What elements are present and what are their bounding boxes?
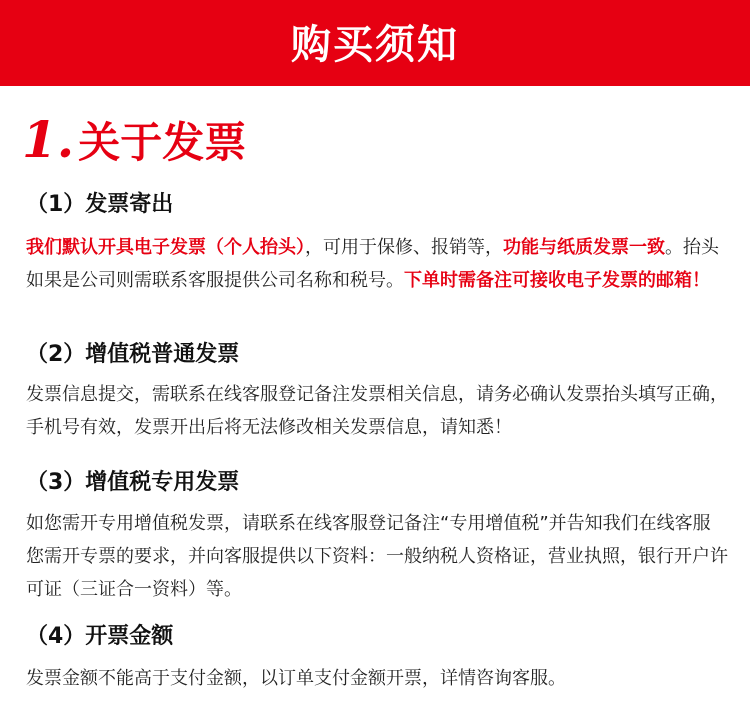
- item-1-segment-2: ，可用于保修、报销等，: [305, 237, 503, 258]
- item-1-segment-5: 下单时需备注可接收电子发票的邮箱！: [404, 270, 710, 291]
- item-3-text: 如您需开专用增值税发票，请联系在线客服登记备注“专用增值税”并告知我们在线客服您需开专票的要求，并向客服提供以下资料：一般纳税人资格证，营业执照，银行开户许可证（三证合一资料）等。: [26, 513, 728, 600]
- item-1-segment-4: 。抬头如果是公司则需联系客服提供公司名称和税号。: [26, 237, 719, 291]
- item-1-segment-3: 功能与纸质发票一致: [503, 237, 665, 258]
- item-2-text: 发票信息提交，需联系在线客服登记备注发票相关信息，请务必确认发票抬头填写正确，手机号有效，发票开出后将无法修改相关发票信息，请知悉！: [26, 384, 728, 438]
- section-title: 关于发票: [78, 118, 247, 167]
- header-banner: [0, 0, 750, 86]
- item-4-heading: （4）开票金额: [26, 624, 174, 649]
- item-1-text: [26, 231, 728, 297]
- item-3-heading: （3）增值税专用发票: [26, 470, 240, 495]
- banner-title: 购买须知: [291, 21, 459, 68]
- item-4-text: 发票金额不能高于支付金额，以订单支付金额开票，详情咨询客服。: [26, 668, 566, 689]
- item-1-heading: （1）发票寄出: [26, 192, 174, 217]
- item-2-heading: （2）增值税普通发票: [26, 342, 240, 367]
- section-heading: [22, 112, 246, 171]
- section-number: 1.: [22, 110, 75, 169]
- item-1-segment-1: 我们默认开具电子发票（个人抬头）: [26, 237, 305, 258]
